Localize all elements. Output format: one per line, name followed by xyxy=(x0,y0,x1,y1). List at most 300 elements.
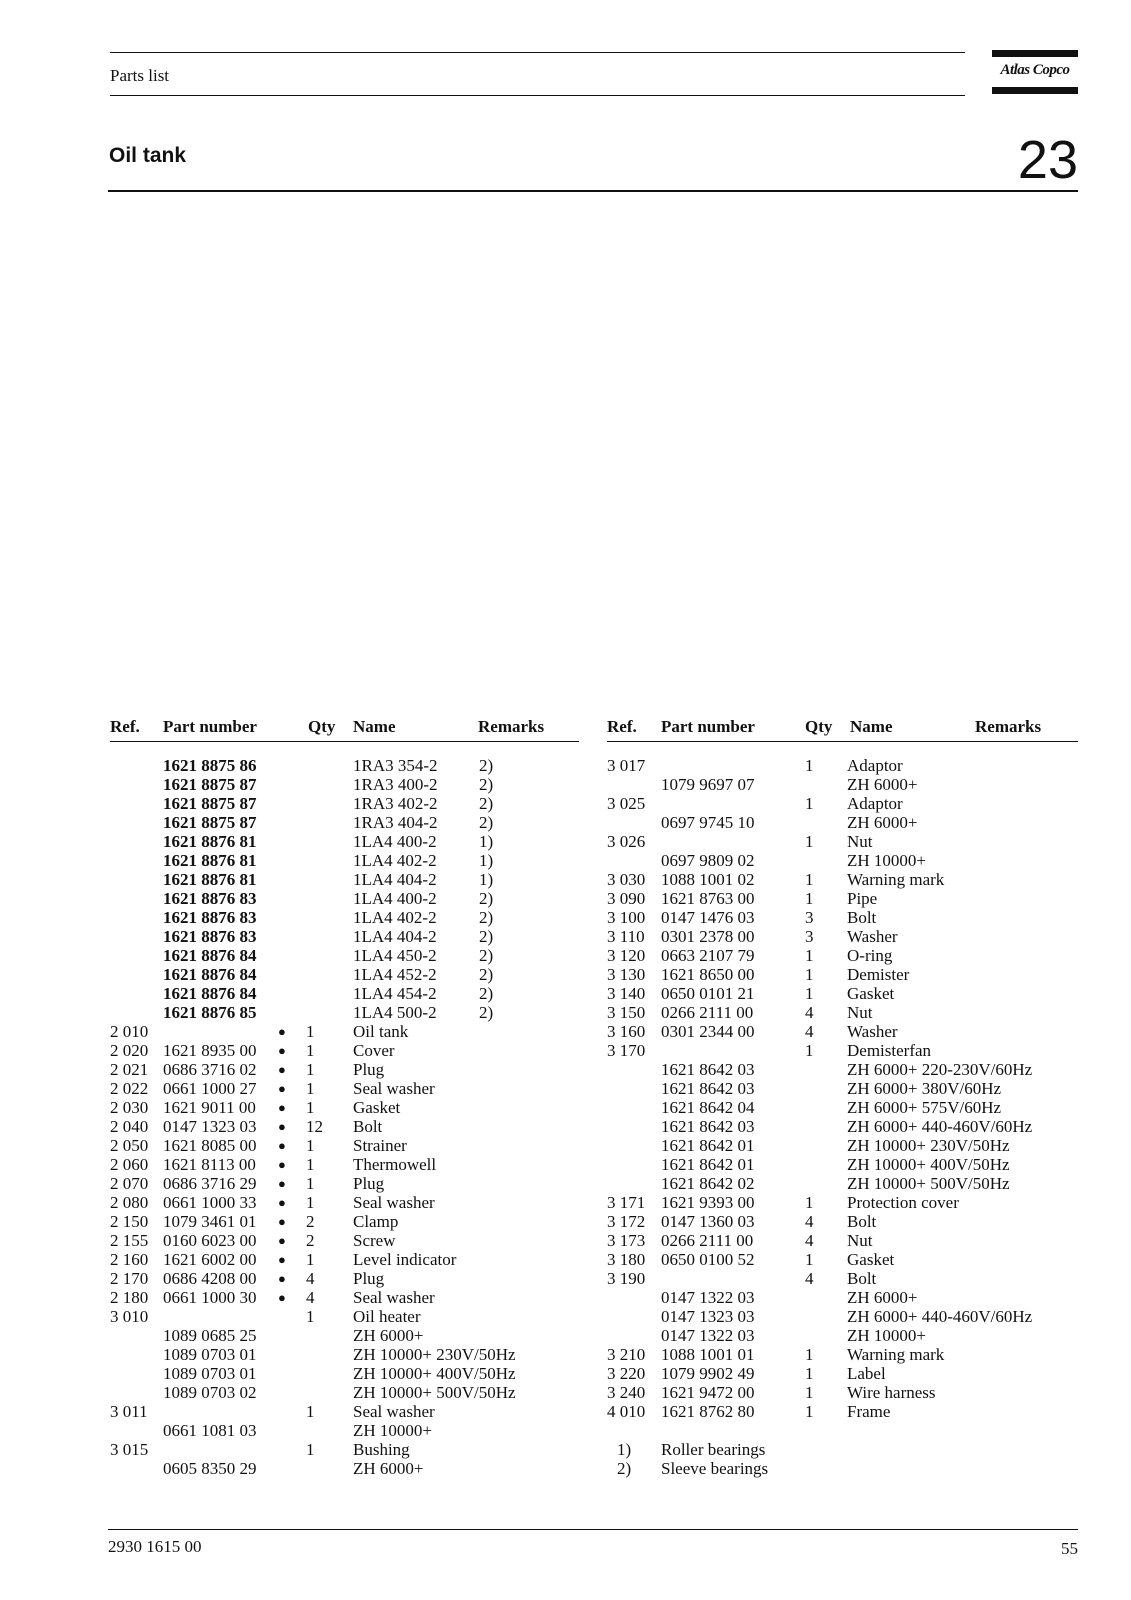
bullet-mark: ● xyxy=(278,1271,286,1286)
table-row xyxy=(607,1307,1077,1326)
remarks-cell: 2) xyxy=(479,965,494,984)
table-row xyxy=(607,756,1077,775)
col-qty: Qty xyxy=(805,717,833,736)
bullet-mark: ● xyxy=(278,1233,286,1248)
part-number-cell: 0147 1322 03 xyxy=(661,1326,755,1345)
table-row xyxy=(110,984,580,1003)
footer-page-number: 55 xyxy=(1061,1539,1078,1558)
qty-cell: 1 xyxy=(306,1060,315,1079)
part-number-cell: 1621 8642 01 xyxy=(661,1136,755,1155)
qty-cell: 1 xyxy=(805,870,814,889)
part-number-cell: 1621 8876 81 xyxy=(163,851,257,870)
name-cell: Gasket xyxy=(847,984,895,1003)
part-number-cell: 1079 9902 49 xyxy=(661,1364,755,1383)
part-number-cell: 1621 8762 80 xyxy=(661,1402,755,1421)
table-row xyxy=(110,1193,580,1212)
name-cell: O-ring xyxy=(847,946,893,965)
part-number-cell: 0686 3716 29 xyxy=(163,1174,257,1193)
remarks-cell: 2) xyxy=(479,946,494,965)
part-number-cell: 1621 8875 86 xyxy=(163,756,257,775)
ref-cell: 3 010 xyxy=(110,1307,149,1326)
name-cell: Plug xyxy=(353,1060,385,1079)
part-number-cell: 0147 1323 03 xyxy=(661,1307,755,1326)
table-row xyxy=(110,1117,580,1136)
qty-cell: 1 xyxy=(805,1383,814,1402)
right-parts-table xyxy=(607,756,1077,1478)
name-cell: Oil tank xyxy=(353,1022,409,1041)
table-row xyxy=(110,1326,580,1345)
part-number-cell: 1621 8876 85 xyxy=(163,1003,257,1022)
part-number-cell: 1621 9393 00 xyxy=(661,1193,755,1212)
name-cell: Plug xyxy=(353,1269,385,1288)
table-row xyxy=(607,1364,1077,1383)
atlas-copco-logo xyxy=(992,50,1078,94)
qty-cell: 1 xyxy=(306,1041,315,1060)
table-row xyxy=(607,1041,1077,1060)
ref-cell: 2 160 xyxy=(110,1250,149,1269)
col-part-number: Part number xyxy=(661,717,755,736)
qty-cell: 4 xyxy=(306,1288,315,1307)
part-number-cell: 0697 9745 10 xyxy=(661,813,755,832)
bullet-mark: ● xyxy=(278,1157,286,1172)
remarks-cell: 1) xyxy=(479,832,494,851)
ref-cell: 3 120 xyxy=(607,946,646,965)
part-number-cell: 1079 3461 01 xyxy=(163,1212,257,1231)
col-remarks: Remarks xyxy=(975,717,1042,736)
part-number-cell: 1621 8085 00 xyxy=(163,1136,257,1155)
table-row xyxy=(607,1212,1077,1231)
name-cell: Seal washer xyxy=(353,1402,435,1421)
name-cell: Wire harness xyxy=(847,1383,936,1402)
table-row xyxy=(110,965,580,984)
table-row xyxy=(110,1212,580,1231)
name-cell: ZH 10000+ xyxy=(353,1421,432,1440)
qty-cell: 1 xyxy=(805,946,814,965)
part-number-cell: 0661 1000 30 xyxy=(163,1288,257,1307)
qty-cell: 1 xyxy=(805,1193,814,1212)
table-row xyxy=(110,1307,580,1326)
table-row xyxy=(607,1288,1077,1307)
table-row xyxy=(607,1098,1077,1117)
table-row xyxy=(110,1079,580,1098)
part-number-cell: 0266 2111 00 xyxy=(661,1231,754,1250)
part-number-cell: 1079 9697 07 xyxy=(661,775,755,794)
name-cell: 1LA4 400-2 xyxy=(353,832,437,851)
name-cell: ZH 6000+ xyxy=(353,1459,424,1478)
table-row xyxy=(607,1079,1077,1098)
name-cell: Bolt xyxy=(847,1212,877,1231)
bullet-mark: ● xyxy=(278,1214,286,1229)
name-cell: Demister xyxy=(847,965,910,984)
col-name: Name xyxy=(353,717,396,736)
name-cell: Washer xyxy=(847,927,898,946)
ref-cell: 2 060 xyxy=(110,1155,149,1174)
table-row xyxy=(110,794,580,813)
table-row xyxy=(607,1269,1077,1288)
remarks-cell: 1) xyxy=(479,870,494,889)
qty-cell: 4 xyxy=(805,1022,814,1041)
table-row xyxy=(110,1402,580,1421)
remarks-cell: 2) xyxy=(479,775,494,794)
part-number-cell: 1088 1001 01 xyxy=(661,1345,755,1364)
ref-cell: 3 150 xyxy=(607,1003,646,1022)
name-cell: Oil heater xyxy=(353,1307,421,1326)
table-row xyxy=(607,775,1077,794)
part-number-cell: 1621 8876 81 xyxy=(163,870,257,889)
name-cell: 1RA3 354-2 xyxy=(353,756,438,775)
part-number-cell: 1621 8876 84 xyxy=(163,946,257,965)
footnote xyxy=(607,1459,1077,1478)
name-cell: 1LA4 402-2 xyxy=(353,908,437,927)
footer-rule xyxy=(108,1529,1078,1530)
name-cell: Seal washer xyxy=(353,1288,435,1307)
section-number: 23 xyxy=(1017,130,1078,190)
qty-cell: 1 xyxy=(805,889,814,908)
name-cell: Screw xyxy=(353,1231,396,1250)
name-cell: Clamp xyxy=(353,1212,399,1231)
part-number-cell: 1621 6002 00 xyxy=(163,1250,257,1269)
ref-cell: 3 173 xyxy=(607,1231,646,1250)
ref-cell: 3 110 xyxy=(607,927,645,946)
table-row xyxy=(110,927,580,946)
ref-cell: 3 160 xyxy=(607,1022,646,1041)
part-number-cell: 1621 8876 83 xyxy=(163,927,257,946)
bullet-mark: ● xyxy=(278,1043,286,1058)
remarks-cell: 2) xyxy=(479,908,494,927)
qty-cell: 1 xyxy=(805,984,814,1003)
name-cell: 1LA4 450-2 xyxy=(353,946,437,965)
part-number-cell: 0605 8350 29 xyxy=(163,1459,257,1478)
part-number-cell: 1621 8642 04 xyxy=(661,1098,755,1117)
ref-cell: 3 025 xyxy=(607,794,646,813)
table-row xyxy=(607,927,1077,946)
ref-cell: 2 022 xyxy=(110,1079,149,1098)
col-ref: Ref. xyxy=(110,717,140,736)
part-number-cell: 1621 8875 87 xyxy=(163,794,257,813)
part-number-cell: 1621 8876 81 xyxy=(163,832,257,851)
part-number-cell: 1621 8642 01 xyxy=(661,1155,755,1174)
part-number-cell: 0650 0101 21 xyxy=(661,984,755,1003)
name-cell: ZH 6000+ xyxy=(353,1326,424,1345)
bullet-mark: ● xyxy=(278,1081,286,1096)
name-cell: Strainer xyxy=(353,1136,407,1155)
part-number-cell: 1089 0685 25 xyxy=(163,1326,257,1345)
name-cell: 1RA3 402-2 xyxy=(353,794,438,813)
qty-cell: 1 xyxy=(306,1155,315,1174)
table-row xyxy=(607,1003,1077,1022)
table-row xyxy=(607,832,1077,851)
table-row xyxy=(607,851,1077,870)
table-row xyxy=(110,1231,580,1250)
qty-cell: 1 xyxy=(306,1440,315,1459)
table-row xyxy=(110,1345,580,1364)
qty-cell: 1 xyxy=(306,1193,315,1212)
remarks-cell: 2) xyxy=(479,756,494,775)
header-label: Parts list xyxy=(110,66,170,85)
bullet-mark: ● xyxy=(278,1024,286,1039)
part-number-cell: 1621 8642 02 xyxy=(661,1174,755,1193)
bullet-mark: ● xyxy=(278,1176,286,1191)
name-cell: ZH 6000+ xyxy=(847,775,918,794)
part-number-cell: 1621 8113 00 xyxy=(163,1155,256,1174)
part-number-cell: 1621 8875 87 xyxy=(163,813,257,832)
table-row xyxy=(607,1250,1077,1269)
part-number-cell: 0147 1476 03 xyxy=(661,908,755,927)
table-row xyxy=(110,1250,580,1269)
name-cell: Protection cover xyxy=(847,1193,959,1212)
qty-cell: 1 xyxy=(805,832,814,851)
table-row xyxy=(607,1402,1077,1421)
ref-cell: 2 040 xyxy=(110,1117,149,1136)
table-row xyxy=(110,1440,580,1459)
qty-cell: 4 xyxy=(805,1003,814,1022)
table-row xyxy=(607,813,1077,832)
name-cell: Frame xyxy=(847,1402,891,1421)
name-cell: Warning mark xyxy=(847,870,945,889)
qty-cell: 3 xyxy=(805,927,814,946)
qty-cell: 1 xyxy=(306,1307,315,1326)
table-row xyxy=(607,1174,1077,1193)
name-cell: 1LA4 402-2 xyxy=(353,851,437,870)
table-row xyxy=(110,756,580,775)
ref-cell: 3 017 xyxy=(607,756,646,775)
name-cell: Adaptor xyxy=(847,794,903,813)
name-cell: Demisterfan xyxy=(847,1041,932,1060)
part-number-cell: 1089 0703 01 xyxy=(163,1345,257,1364)
name-cell: ZH 10000+ 500V/50Hz xyxy=(353,1383,516,1402)
part-number-cell: 0301 2378 00 xyxy=(661,927,755,946)
ref-cell: 3 030 xyxy=(607,870,646,889)
footnote xyxy=(607,1440,1077,1459)
part-number-cell: 0266 2111 00 xyxy=(661,1003,754,1022)
table-row xyxy=(607,1383,1077,1402)
part-number-cell: 1621 8763 00 xyxy=(661,889,755,908)
part-number-cell: 0661 1081 03 xyxy=(163,1421,257,1440)
table-row xyxy=(110,1060,580,1079)
bullet-mark: ● xyxy=(278,1062,286,1077)
ref-cell: 3 240 xyxy=(607,1383,646,1402)
left-parts-table xyxy=(110,756,580,1478)
footnote-text: Sleeve bearings xyxy=(661,1459,769,1478)
name-cell: ZH 10000+ xyxy=(847,1326,926,1345)
ref-cell: 3 011 xyxy=(110,1402,148,1421)
remarks-cell: 2) xyxy=(479,794,494,813)
part-number-cell: 1621 8876 83 xyxy=(163,908,257,927)
table-row xyxy=(607,1231,1077,1250)
ref-cell: 3 100 xyxy=(607,908,646,927)
name-cell: Warning mark xyxy=(847,1345,945,1364)
table-row xyxy=(110,1155,580,1174)
name-cell: Washer xyxy=(847,1022,898,1041)
table-row xyxy=(110,1421,580,1440)
ref-cell: 2 021 xyxy=(110,1060,149,1079)
qty-cell: 1 xyxy=(306,1402,315,1421)
logo-text: Atlas Copco xyxy=(1000,62,1070,78)
name-cell: Nut xyxy=(847,832,873,851)
remarks-cell: 2) xyxy=(479,984,494,1003)
name-cell: ZH 6000+ xyxy=(847,813,918,832)
name-cell: ZH 6000+ 440-460V/60Hz xyxy=(847,1117,1033,1136)
col-remarks: Remarks xyxy=(478,717,545,736)
qty-cell: 1 xyxy=(306,1174,315,1193)
name-cell: 1LA4 500-2 xyxy=(353,1003,437,1022)
part-number-cell: 0301 2344 00 xyxy=(661,1022,755,1041)
name-cell: 1RA3 400-2 xyxy=(353,775,438,794)
name-cell: Bolt xyxy=(847,1269,877,1288)
qty-cell: 1 xyxy=(805,1364,814,1383)
header-bottom-rule xyxy=(110,95,965,96)
table-row xyxy=(110,1383,580,1402)
name-cell: Bolt xyxy=(847,908,877,927)
col-ref: Ref. xyxy=(607,717,637,736)
part-number-cell: 0661 1000 27 xyxy=(163,1079,257,1098)
table-row xyxy=(607,870,1077,889)
ref-cell: 2 010 xyxy=(110,1022,149,1041)
table-row xyxy=(110,889,580,908)
ref-cell: 2 080 xyxy=(110,1193,149,1212)
table-row xyxy=(110,1459,580,1478)
right-header-rule xyxy=(607,741,1078,742)
part-number-cell: 1621 8642 03 xyxy=(661,1117,755,1136)
table-row xyxy=(607,1117,1077,1136)
name-cell: 1RA3 404-2 xyxy=(353,813,438,832)
table-row xyxy=(607,794,1077,813)
part-number-cell: 0663 2107 79 xyxy=(661,946,755,965)
name-cell: Level indicator xyxy=(353,1250,457,1269)
notes-spacer xyxy=(607,1421,1077,1440)
ref-cell: 3 170 xyxy=(607,1041,646,1060)
ref-cell: 2 150 xyxy=(110,1212,149,1231)
table-row xyxy=(110,775,580,794)
table-row xyxy=(110,1269,580,1288)
col-name: Name xyxy=(850,717,893,736)
table-row xyxy=(607,1193,1077,1212)
part-number-cell: 0147 1360 03 xyxy=(661,1212,755,1231)
qty-cell: 1 xyxy=(306,1098,315,1117)
name-cell: Seal washer xyxy=(353,1193,435,1212)
ref-cell: 2 180 xyxy=(110,1288,149,1307)
remarks-cell: 2) xyxy=(479,889,494,908)
ref-cell: 3 220 xyxy=(607,1364,646,1383)
name-cell: Cover xyxy=(353,1041,395,1060)
qty-cell: 1 xyxy=(805,1041,814,1060)
part-number-cell: 1621 8876 84 xyxy=(163,984,257,1003)
name-cell: Bushing xyxy=(353,1440,410,1459)
table-row xyxy=(110,1041,580,1060)
table-row xyxy=(607,965,1077,984)
ref-cell: 3 180 xyxy=(607,1250,646,1269)
qty-cell: 4 xyxy=(805,1269,814,1288)
name-cell: 1LA4 404-2 xyxy=(353,927,437,946)
name-cell: ZH 10000+ 400V/50Hz xyxy=(353,1364,516,1383)
table-row xyxy=(110,870,580,889)
qty-cell: 1 xyxy=(306,1022,315,1041)
name-cell: ZH 10000+ 230V/50Hz xyxy=(847,1136,1010,1155)
part-number-cell: 0697 9809 02 xyxy=(661,851,755,870)
qty-cell: 1 xyxy=(805,794,814,813)
part-number-cell: 1089 0703 02 xyxy=(163,1383,257,1402)
table-row xyxy=(607,946,1077,965)
col-part-number: Part number xyxy=(163,717,257,736)
name-cell: 1LA4 400-2 xyxy=(353,889,437,908)
ref-cell: 2 020 xyxy=(110,1041,149,1060)
ref-cell: 3 130 xyxy=(607,965,646,984)
part-number-cell: 0686 4208 00 xyxy=(163,1269,257,1288)
name-cell: Seal washer xyxy=(353,1079,435,1098)
ref-cell: 4 010 xyxy=(607,1402,646,1421)
qty-cell: 12 xyxy=(306,1117,323,1136)
qty-cell: 2 xyxy=(306,1231,315,1250)
page-title: Oil tank xyxy=(109,144,187,167)
table-row xyxy=(110,1003,580,1022)
table-row xyxy=(607,1155,1077,1174)
part-number-cell: 1621 8935 00 xyxy=(163,1041,257,1060)
remarks-cell: 2) xyxy=(479,927,494,946)
name-cell: ZH 6000+ 380V/60Hz xyxy=(847,1079,1002,1098)
table-row xyxy=(110,1098,580,1117)
part-number-cell: 1089 0703 01 xyxy=(163,1364,257,1383)
name-cell: ZH 10000+ 230V/50Hz xyxy=(353,1345,516,1364)
name-cell: Thermowell xyxy=(353,1155,437,1174)
left-header-rule xyxy=(110,741,579,742)
footnote-key: 2) xyxy=(617,1459,632,1478)
part-number-cell: 0686 3716 02 xyxy=(163,1060,257,1079)
qty-cell: 4 xyxy=(805,1212,814,1231)
qty-cell: 1 xyxy=(306,1079,315,1098)
part-number-cell: 1088 1001 02 xyxy=(661,870,755,889)
qty-cell: 1 xyxy=(805,756,814,775)
qty-cell: 1 xyxy=(306,1136,315,1155)
name-cell: ZH 6000+ xyxy=(847,1288,918,1307)
table-row xyxy=(110,1174,580,1193)
part-number-cell: 0160 6023 00 xyxy=(163,1231,257,1250)
ref-cell: 3 015 xyxy=(110,1440,149,1459)
name-cell: ZH 10000+ 500V/50Hz xyxy=(847,1174,1010,1193)
qty-cell: 1 xyxy=(805,965,814,984)
table-row xyxy=(110,851,580,870)
col-qty: Qty xyxy=(308,717,336,736)
ref-cell: 3 190 xyxy=(607,1269,646,1288)
ref-cell: 3 140 xyxy=(607,984,646,1003)
title-rule xyxy=(108,190,1078,192)
qty-cell: 4 xyxy=(805,1231,814,1250)
part-number-cell: 1621 8642 03 xyxy=(661,1060,755,1079)
part-number-cell: 1621 9472 00 xyxy=(661,1383,755,1402)
qty-cell: 1 xyxy=(805,1402,814,1421)
bullet-mark: ● xyxy=(278,1100,286,1115)
table-row xyxy=(110,946,580,965)
qty-cell: 1 xyxy=(805,1250,814,1269)
table-row xyxy=(110,1022,580,1041)
ref-cell: 3 026 xyxy=(607,832,646,851)
table-row xyxy=(110,832,580,851)
part-number-cell: 1621 9011 00 xyxy=(163,1098,256,1117)
qty-cell: 2 xyxy=(306,1212,315,1231)
bullet-mark: ● xyxy=(278,1195,286,1210)
footnote-text: Roller bearings xyxy=(661,1440,766,1459)
name-cell: Bolt xyxy=(353,1117,383,1136)
table-row xyxy=(607,1060,1077,1079)
part-number-cell: 1621 8876 83 xyxy=(163,889,257,908)
bullet-mark: ● xyxy=(278,1138,286,1153)
ref-cell: 3 210 xyxy=(607,1345,646,1364)
name-cell: ZH 6000+ 575V/60Hz xyxy=(847,1098,1002,1117)
remarks-cell: 2) xyxy=(479,1003,494,1022)
table-row xyxy=(607,908,1077,927)
ref-cell: 3 172 xyxy=(607,1212,646,1231)
ref-cell: 3 090 xyxy=(607,889,646,908)
qty-cell: 4 xyxy=(306,1269,315,1288)
